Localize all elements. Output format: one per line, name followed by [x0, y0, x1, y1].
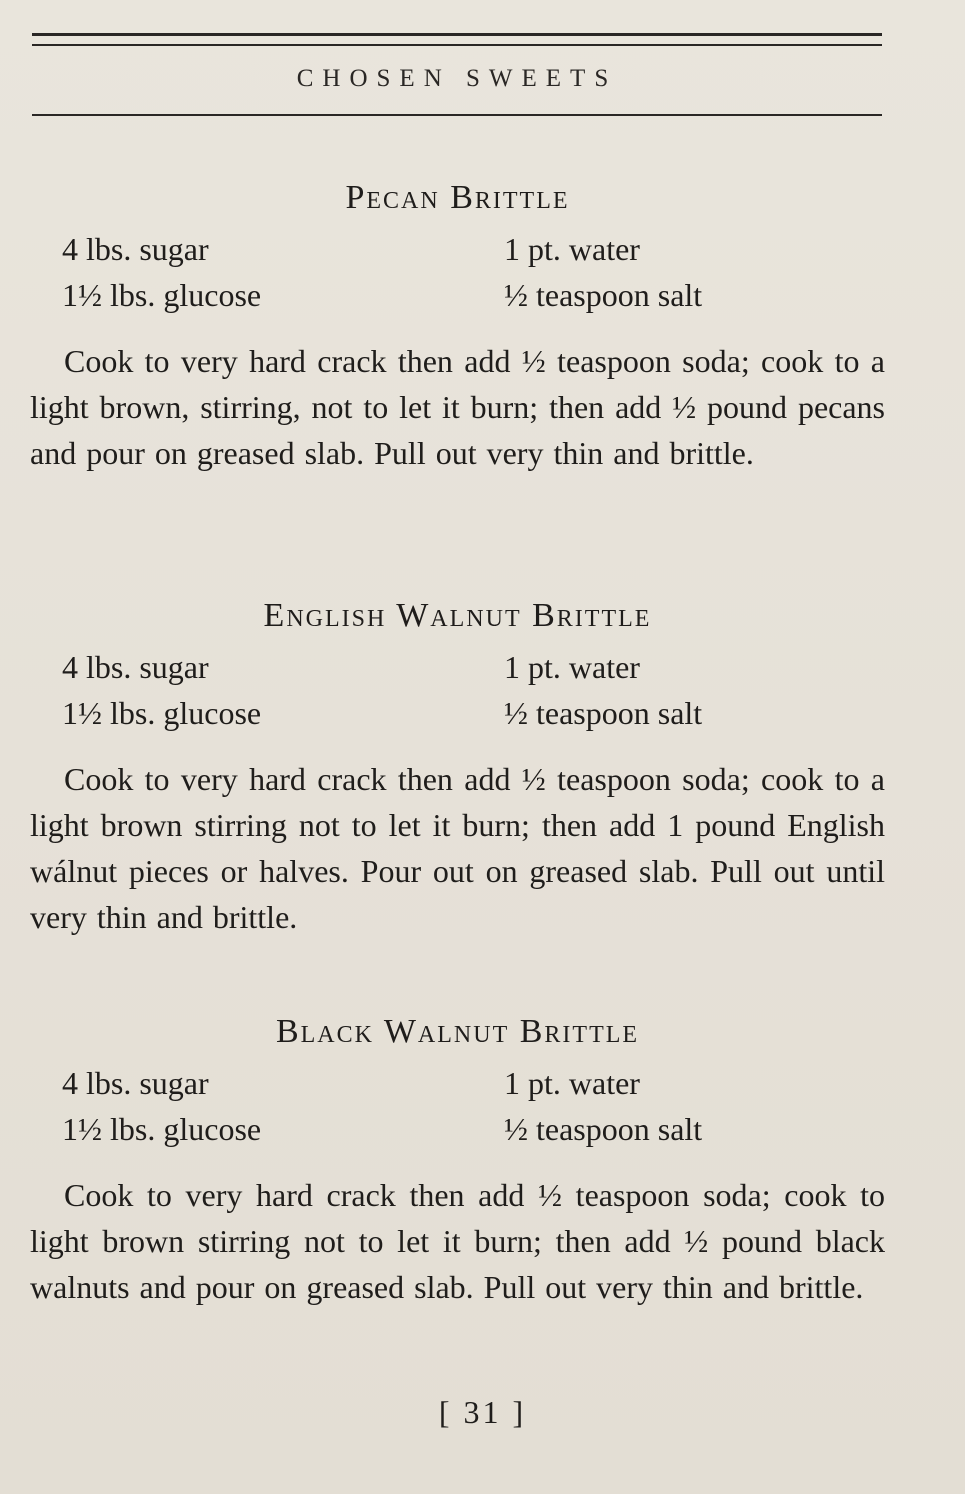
page-number: [ 31 ]: [438, 1394, 527, 1430]
ingredient-list: [30, 226, 885, 318]
recipe-pecan-brittle: [30, 178, 885, 508]
ingredient: 1½ lbs. glucose: [62, 695, 262, 731]
ingredient: 4 lbs. sugar: [62, 649, 209, 685]
ingredient: ½ teaspoon salt: [504, 695, 703, 731]
recipe-method: Cook to very hard crack then add ½ teaspoon soda; cook to light brown stirring not to let it burn; then add ½ pound black walnuts and pour on greased slab. Pull out very thin and brittle.: [30, 1177, 885, 1305]
ingredient: 1 pt. water: [504, 231, 640, 267]
ingredient: 1½ lbs. glucose: [62, 277, 262, 313]
ingredient: 1 pt. water: [504, 1065, 640, 1101]
header-rule-top: [32, 33, 882, 36]
ingredient: ½ teaspoon salt: [504, 277, 703, 313]
header-rule-top-thin: [32, 44, 882, 46]
running-head: CHOSEN SWEETS: [296, 65, 618, 92]
recipe-english-walnut-brittle: [30, 596, 885, 972]
ingredient: 4 lbs. sugar: [62, 231, 209, 267]
recipe-title: English Walnut Brittle: [263, 597, 652, 634]
ingredient: 1 pt. water: [504, 649, 640, 685]
ingredient: ½ teaspoon salt: [504, 1111, 703, 1147]
recipe-title: Pecan Brittle: [345, 179, 570, 216]
ingredient: 1½ lbs. glucose: [62, 1111, 262, 1147]
ingredient: 4 lbs. sugar: [62, 1065, 209, 1101]
ingredient-list: [30, 644, 885, 736]
recipe-method: Cook to very hard crack then add ½ teaspoon soda; cook to a light brown, stirring, not to let it burn; then add ½ pound pecans and pour on greased slab. Pull out very thin and brittle.: [30, 343, 885, 471]
recipe-title: Black Walnut Brittle: [275, 1013, 640, 1050]
header-rule-bottom: [32, 114, 882, 116]
recipe-method: Cook to very hard crack then add ½ teaspoon soda; cook to a light brown stirring not to let it burn; then add 1 pound English wálnut pieces or halves. Pour out on greased slab. Pull out until very thin and brittle.: [30, 761, 885, 935]
ingredient-list: [30, 1060, 885, 1152]
recipe-black-walnut-brittle: [30, 1012, 885, 1342]
